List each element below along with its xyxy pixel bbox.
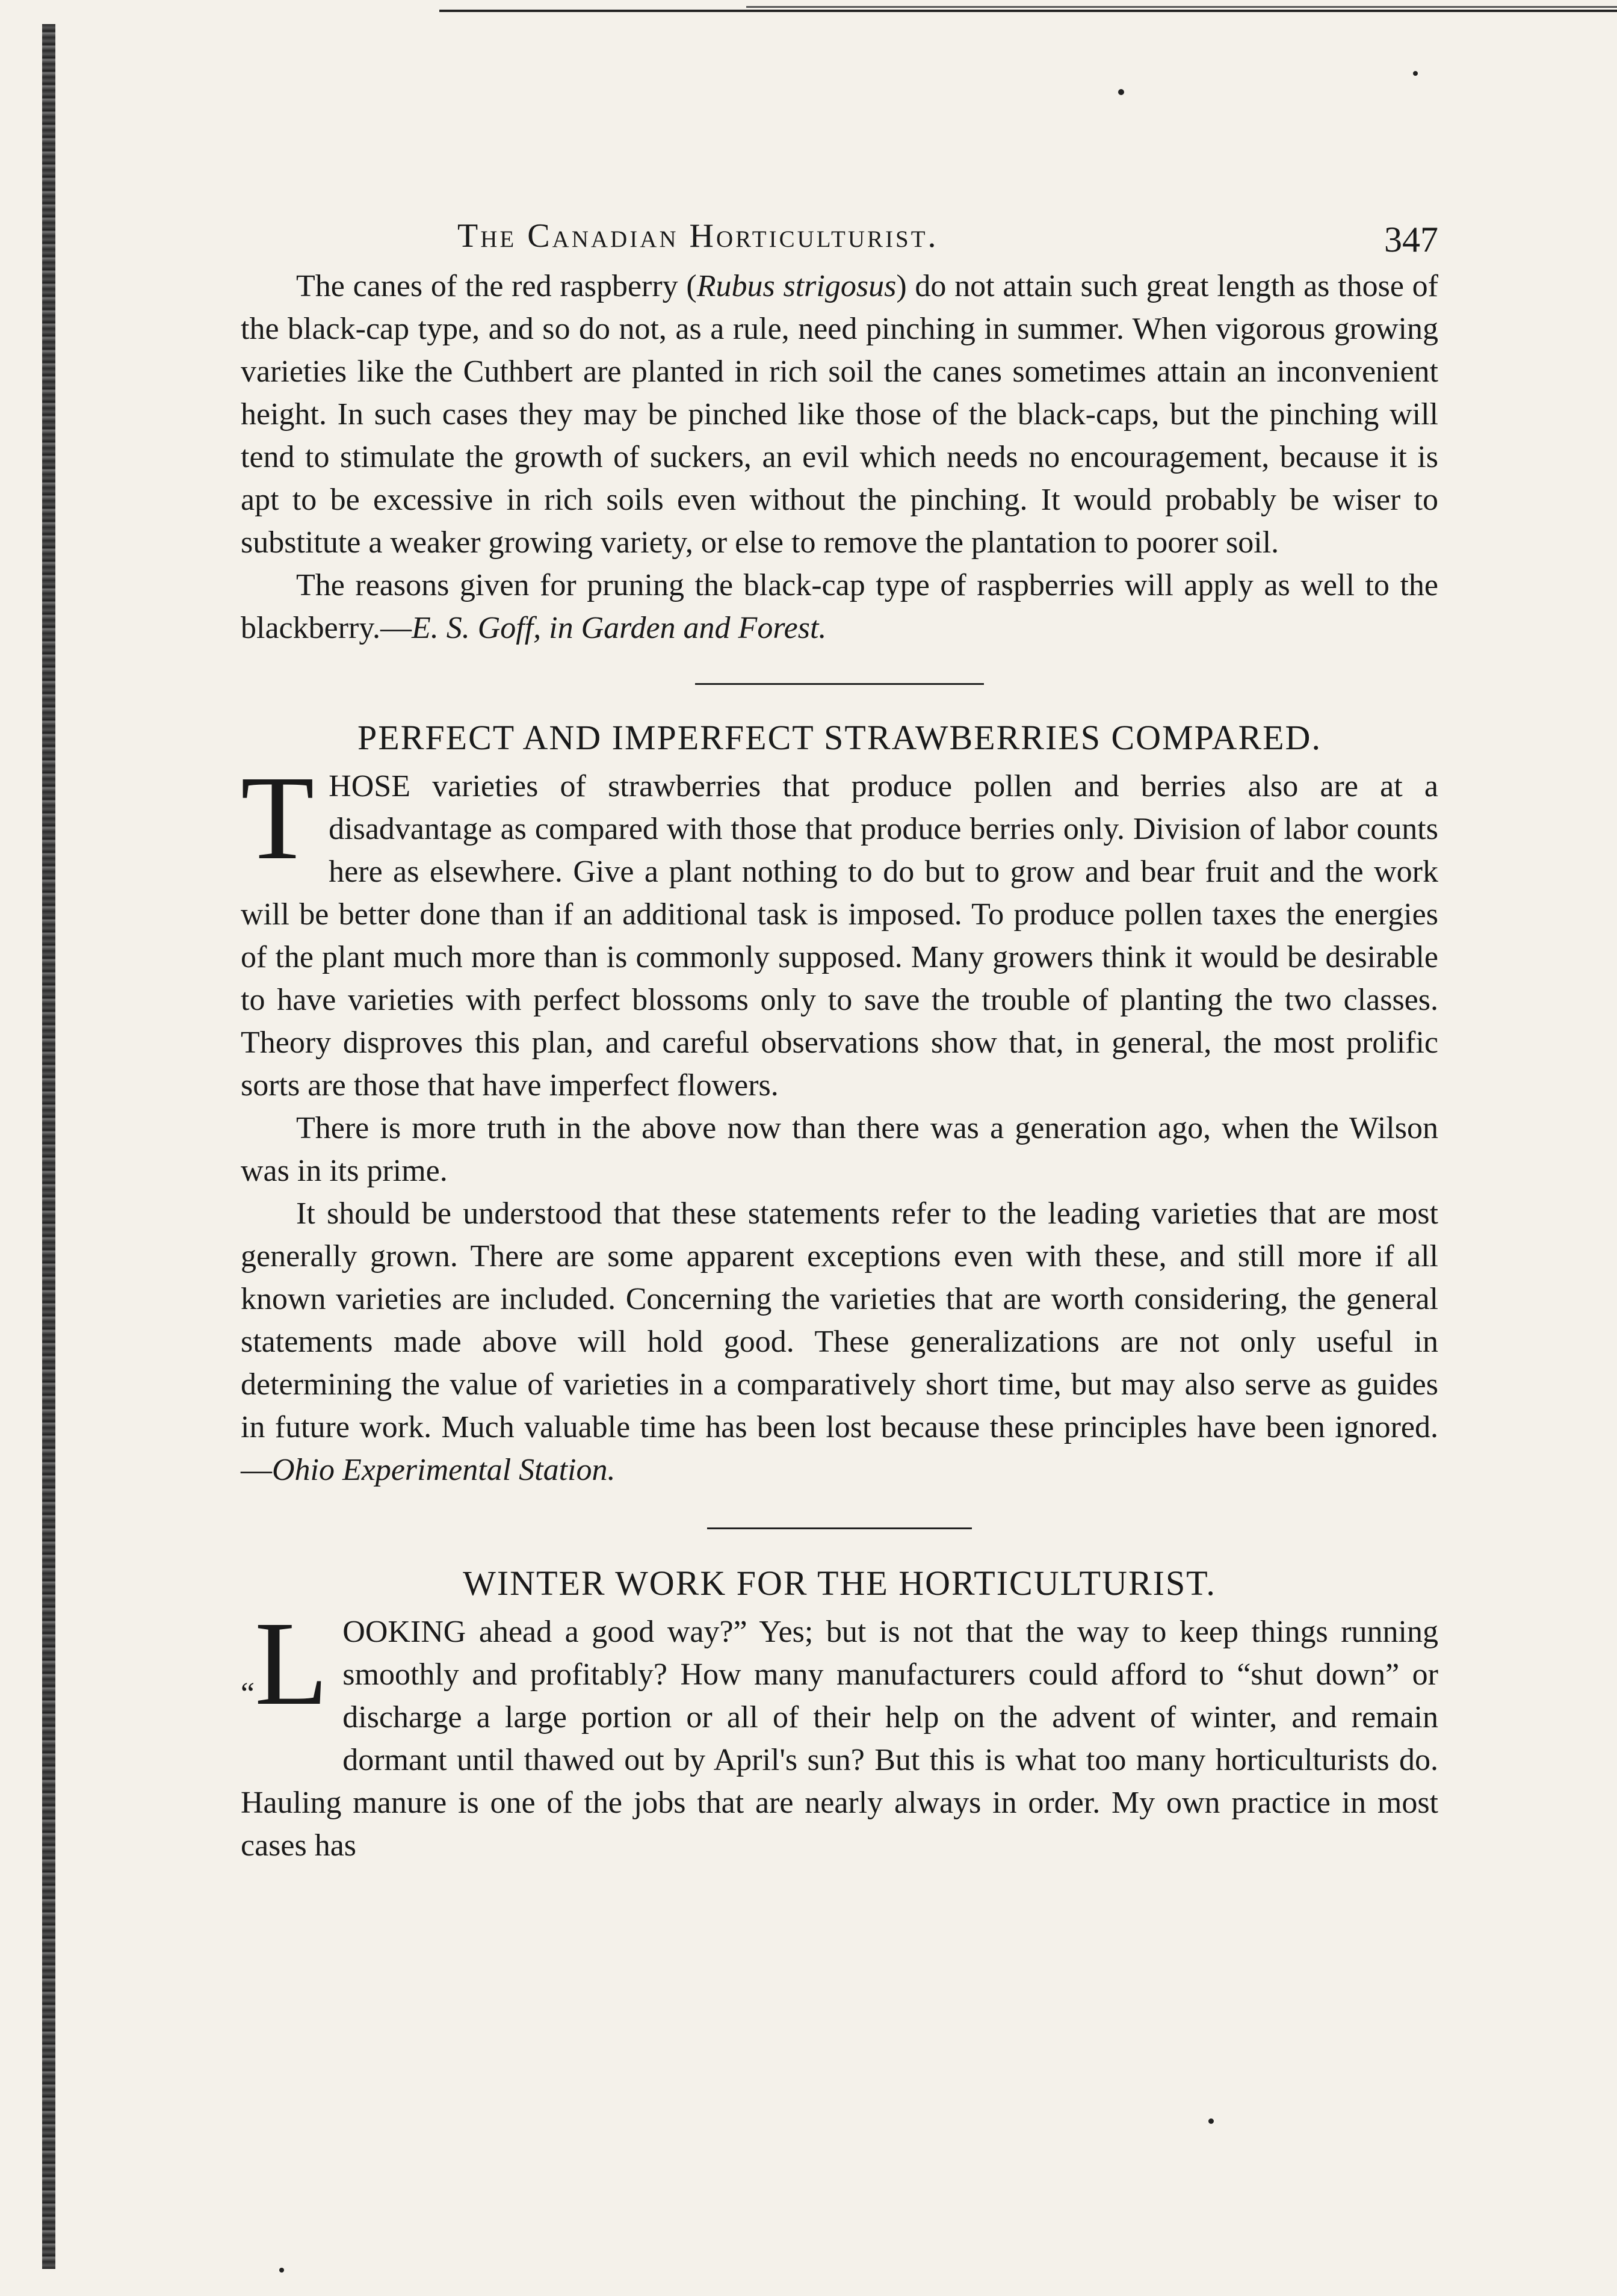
running-head — [241, 217, 1438, 265]
paragraph: There is more truth in the above now than there was a generation ago, when the Wilson was in its prime. — [241, 1111, 1438, 1188]
text-run: It should be understood that these statements refer to the leading varieties that are most generally grown. There are some apparent exceptions even with these, and still more if all known varieties are included. Concerning the varieties that are worth considering, the general statements made above will hold good. These generalizations are not only useful in determining the value of varieties in a comparatively short time, but may also serve as guides in future work. Much valuable time has been lost because these principles have been ignored.— — [241, 1196, 1438, 1487]
species-name: Rubus strigosus — [696, 269, 897, 303]
book-binding-edge — [42, 24, 55, 2269]
text-run: The canes of the red raspberry ( — [296, 269, 697, 303]
text-run: OOKING ahead a good way?” Yes; but is not that the way to keep things running smoothly and profitably? How many manufacturers could afford to “shut down” or discharge a large portion or all of their help on the advent of winter, and remain dormant until thawed out by April's sun? But this is what too many horticulturists do. Hauling manure is one of the jobs that are nearly always in order. My own practice in most cases has — [241, 1615, 1438, 1863]
top-edge-line — [746, 6, 1617, 8]
paragraph — [241, 752, 1438, 1107]
drop-cap: T — [241, 752, 315, 885]
section-divider — [695, 683, 984, 685]
ink-speck — [1208, 2118, 1214, 2124]
paragraph — [241, 265, 1438, 564]
drop-cap — [241, 1597, 329, 1744]
paragraph — [241, 564, 1438, 649]
attribution: E. S. Goff, in Garden and Forest. — [411, 611, 827, 645]
opening-quote: “ — [241, 1677, 255, 1711]
section-title: WINTER WORK FOR THE HORTICULTURIST. — [463, 1564, 1216, 1603]
running-title: The Canadian Horticulturist. — [457, 217, 939, 255]
section-divider — [707, 1527, 972, 1529]
paragraph — [241, 1597, 1438, 1867]
drop-cap-letter: L — [255, 1597, 329, 1730]
section-title: PERFECT AND IMPERFECT STRAWBERRIES COMPARED. — [357, 718, 1322, 757]
text-run: HOSE varieties of strawberries that produce pollen and berries also are at a disadvantage as compared with those that produce berries only. Division of labor counts here as elsewhere. Give a plant nothing to do but to grow and bear fruit and the work will be better done than if an additional task is imposed. To produce pollen taxes the energies of the plant much more than is commonly supposed. Many growers think it would be desirable to have varieties with perfect blossoms only to save the trouble of planting the two classes. Theory disproves this plan, and careful observations show that, in general, the most prolific sorts are those that have imperfect flowers. — [241, 769, 1438, 1103]
paragraph — [241, 1192, 1438, 1491]
text-run: The reasons given for pruning the black-cap type of raspberries will apply as well to the blackberry.— — [241, 568, 1438, 645]
ink-speck — [1118, 89, 1124, 95]
ink-speck — [1413, 71, 1418, 76]
attribution: Ohio Experimental Station. — [272, 1453, 616, 1487]
page-number: 347 — [1384, 220, 1438, 259]
text-run: ) do not attain such great length as those of the black-cap type, and so do not, as a rule, need pinching in summer. When vigorous growing varieties like the Cuthbert are planted in rich soil the canes sometimes attain an inconvenient height. In such cases they may be pinched like those of the black-caps, but the pinching will tend to stimulate the growth of suckers, an evil which needs no encouragement, because it is apt to be excessive in rich soils even without the pinching. It would probably be wiser to substitute a weaker growing variety, or else to remove the plantation to poorer soil. — [241, 269, 1438, 560]
page-content — [241, 217, 1438, 1867]
ink-speck — [279, 2268, 284, 2273]
top-edge-rule — [439, 10, 1617, 12]
